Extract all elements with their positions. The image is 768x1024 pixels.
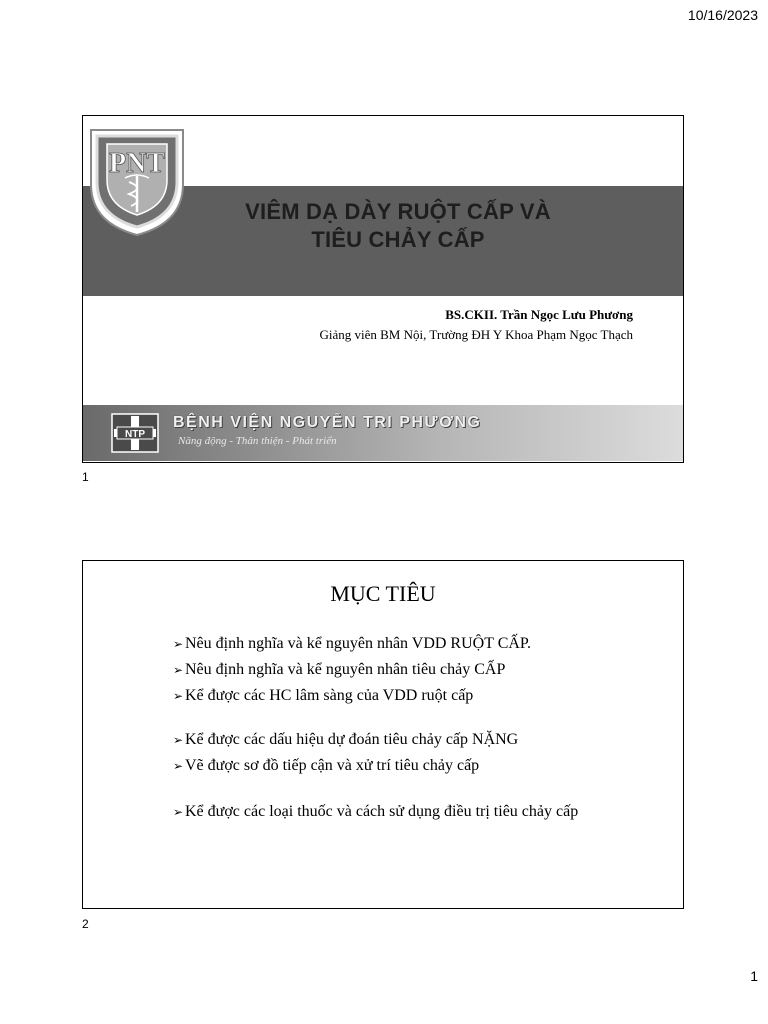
pnt-logo: [85, 122, 189, 238]
page-date: 10/16/2023: [687, 7, 758, 23]
pnt-logo-text: PNT: [109, 148, 165, 179]
ntp-logo-text: NTP: [125, 429, 145, 440]
slide-title: [193, 198, 603, 254]
page-number: 1: [750, 968, 758, 984]
objective-item: ➢ Nêu định nghĩa và kể nguyên nhân tiêu chảy CẤP: [173, 660, 603, 680]
hospital-name: BỆNH VIỆN NGUYỄN TRI PHƯƠNG: [173, 414, 482, 431]
slide-number-1: 1: [82, 470, 89, 484]
hospital-banner: [83, 405, 683, 461]
objective-item: ➢ Kể được các HC lâm sàng của VDD ruột cấp: [173, 686, 603, 706]
author-block: [319, 307, 633, 343]
objective-item: ➢ Nêu định nghĩa và kể nguyên nhân VDD RUỘT CẤP.: [173, 634, 603, 654]
slide-2: [82, 560, 684, 909]
ntp-logo: [111, 413, 159, 453]
slide-number-2: 2: [82, 917, 89, 931]
objective-item: ➢ Vẽ được sơ đồ tiếp cận và xử trí tiêu chảy cấp: [173, 756, 603, 776]
objective-item: ➢ Kể được các loại thuốc và cách sử dụng điều trị tiêu chảy cấp: [173, 802, 603, 822]
hospital-motto: Năng động - Thân thiện - Phát triển: [178, 435, 337, 447]
author-role: Giảng viên BM Nội, Trường ĐH Y Khoa Phạm Ngọc Thạch: [319, 327, 633, 342]
author-name: BS.CKII. Trần Ngọc Lưu Phương: [445, 307, 633, 322]
slide-1: [82, 115, 684, 463]
objectives-list: [173, 634, 603, 822]
slide-title-line-1: VIÊM DẠ DÀY RUỘT CẤP VÀ: [245, 199, 551, 224]
objective-item: ➢ Kể được các dấu hiệu dự đoán tiêu chảy cấp NẶNG: [173, 730, 603, 750]
objectives-title: MỤC TIÊU: [330, 581, 436, 606]
slide-title-line-2: TIÊU CHẢY CẤP: [311, 227, 485, 252]
